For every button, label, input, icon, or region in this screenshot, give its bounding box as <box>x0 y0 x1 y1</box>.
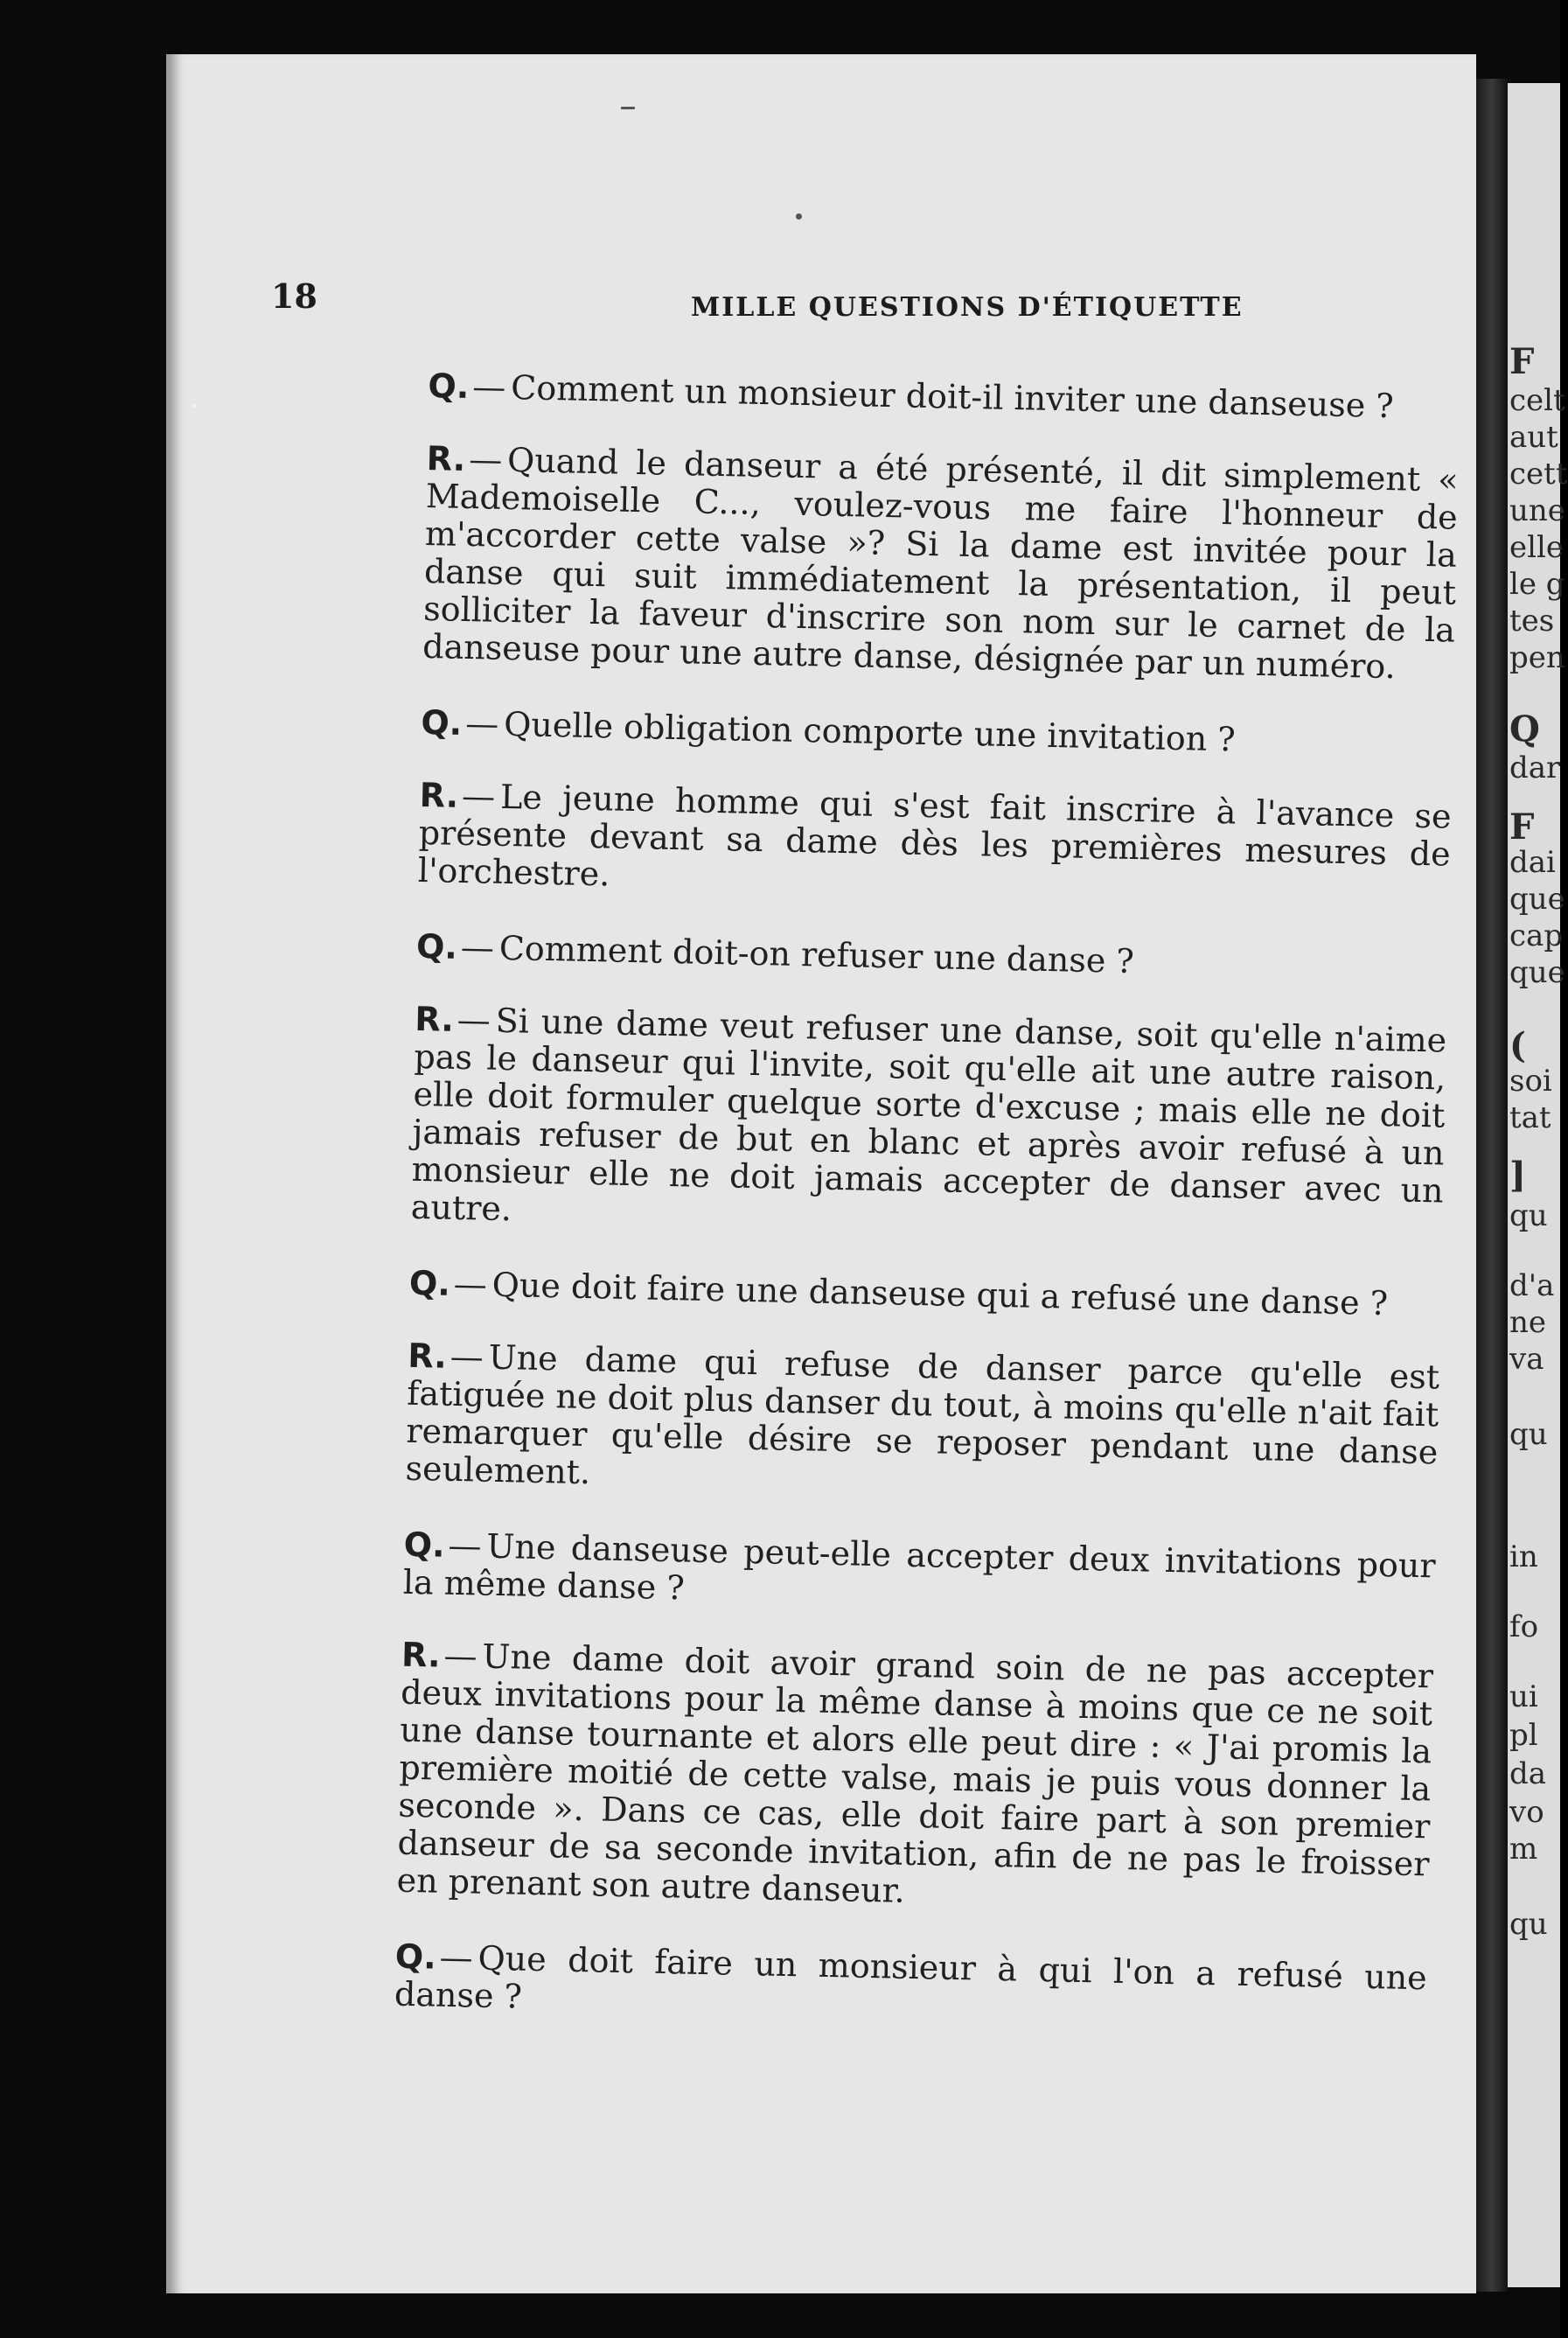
entry-marker: Q. <box>421 702 463 743</box>
entry-text: Comment doit-on refuser une danse ? <box>498 928 1135 981</box>
facing-page-fragment: Q <box>1509 708 1540 750</box>
entry-text: Si une dame veut refuser une danse, soit qu'elle n'aime pas le danseur qui l'invite, soit qu'elle ait une autre raison, elle doit formuler quelque sorte d'excuse ; mais elle ne doit jamais refuser de but en blanc et après avoir refusé à un monsieur elle ne doit jamais accepter de danser avec un autre. <box>410 1001 1447 1229</box>
entry-marker: Q. <box>428 366 470 406</box>
facing-page-fragment: aut <box>1509 420 1558 455</box>
scan-speck <box>192 404 196 408</box>
entry-marker: Q. <box>394 1937 437 1977</box>
facing-page-fragment: F <box>1509 341 1535 382</box>
facing-page-fragment: dar <box>1509 750 1561 785</box>
qa-entry: Q.— Comment doit-on refuser une danse ? <box>415 926 1135 981</box>
entry-marker: R. <box>401 1635 442 1675</box>
facing-page-fragment: qu <box>1509 1417 1548 1452</box>
facing-page-fragment: pl <box>1509 1718 1538 1753</box>
entry-text: Que doit faire un monsieur à qui l'on a refusé une danse ? <box>394 1938 1428 2016</box>
facing-page-fragment: va <box>1509 1342 1544 1377</box>
facing-page-fragment: cett <box>1509 457 1568 492</box>
book-gutter <box>1476 79 1508 2292</box>
entry-marker: R. <box>426 438 466 478</box>
facing-page-fragment: celt <box>1509 383 1565 418</box>
entry-marker: R. <box>419 775 459 815</box>
facing-page-fragment: qu <box>1509 1198 1548 1233</box>
entry-marker: Q. <box>408 1263 451 1303</box>
facing-page-fragment: ( <box>1509 1025 1526 1066</box>
facing-page-fragment: cap <box>1509 918 1564 953</box>
facing-page-fragment: que <box>1509 882 1565 917</box>
ink-dot <box>796 213 802 220</box>
qa-entry: Q.— Que doit faire une danseuse qui a refusé une danse ? <box>408 1263 1389 1323</box>
facing-page-fragment: soi <box>1509 1064 1552 1099</box>
entry-marker: R. <box>414 999 455 1039</box>
entry-text: Quand le danseur a été présenté, il dit simplement « Mademoiselle C..., voulez-vous me faire l'honneur de m'accorder cette valse »? Si la dame est invitée pour la danse qui suit immédiatement la présentation, il peut solliciter la faveur d'inscrire son nom sur le carnet de la danseuse pour une autre danse, désignée par un numéro. <box>422 440 1460 687</box>
facing-page-fragment: vo <box>1509 1795 1544 1830</box>
qa-entry: Q.— Que doit faire un monsieur à qui l'on a refusé une danse ? <box>394 1937 1428 2016</box>
facing-page-fragment: que <box>1509 955 1565 990</box>
qa-entry: R.— Le jeune homme qui s'est fait inscrire à l'avance se présente devant sa dame dès les premières mesures de l'orchestre. <box>417 775 1452 894</box>
entry-text: Une dame doit avoir grand soin de ne pas accepter deux invitations pour la même danse à moins que ce ne soit une danse tournante et alors elle peut dire : « J'ai promis la première moitié de cette valse, mais je puis vous donner la seconde ». Dans ce cas, elle doit faire part à son premier danseur de sa seconde invitation, afin de ne pas le froisser en prenant son autre danseur. <box>396 1637 1434 1910</box>
qa-entry: R.— Une dame doit avoir grand soin de ne pas accepter deux invitations pour la même danse à moins que ce ne soit une danse tournante et alors elle peut dire : « J'ai promis la première moitié de cette valse, mais je puis vous donner la seconde ». Dans ce cas, elle doit faire part à son premier danseur de sa seconde invitation, afin de ne pas le froisser en prenant son autre danseur. <box>396 1635 1434 1910</box>
page-header <box>271 276 1242 329</box>
entry-marker: R. <box>407 1336 448 1376</box>
qa-entry: R.— Si une dame veut refuser une danse, soit qu'elle n'aime pas le danseur qui l'invite, soit qu'elle ait une autre raison, elle doit formuler quelque sorte d'excuse ; mais elle ne doit jamais refuser de but en blanc et après avoir refusé à un monsieur elle ne doit jamais accepter de danser avec un autre. <box>410 999 1447 1229</box>
ink-dash <box>621 107 635 109</box>
facing-page-fragment: tat <box>1509 1100 1551 1135</box>
entry-text: Que doit faire une danseuse qui a refusé une danse ? <box>491 1265 1389 1323</box>
facing-page-fragment: ui <box>1509 1679 1538 1714</box>
qa-entry: R.— Quand le danseur a été présenté, il dit simplement « Mademoiselle C..., voulez-vous me faire l'honneur de m'accorder cette valse »? Si la dame est invitée pour la danse qui suit immédiatement la présentation, il peut solliciter la faveur d'inscrire son nom sur le carnet de la danseuse pour une autre danse, désignée par un numéro. <box>422 438 1460 687</box>
qa-entry: R.— Une dame qui refuse de danser parce qu'elle est fatiguée ne doit plus danser du tout, à moins qu'elle n'ait fait remarquer qu'elle désire se reposer pendant une danse seulement. <box>405 1336 1440 1492</box>
facing-page-edge <box>1508 83 1568 2287</box>
entry-text: Une dame qui refuse de danser parce qu'elle est fatiguée ne doit plus danser du tout, à moins qu'elle n'ait fait remarquer qu'elle désire se reposer pendant une danse seulement. <box>405 1337 1440 1492</box>
facing-page-fragment: qu <box>1509 1907 1548 1942</box>
facing-page-fragment: da <box>1509 1756 1547 1791</box>
facing-page-fragment: ] <box>1509 1155 1526 1196</box>
facing-page-fragment: in <box>1509 1539 1538 1574</box>
facing-page-fragment: fo <box>1509 1609 1539 1644</box>
qa-entry: Q.— Une danseuse peut-elle accepter deux invitations pour la même danse ? <box>402 1525 1437 1608</box>
entry-text: Quelle obligation comporte une invitation ? <box>503 704 1237 759</box>
facing-page-fragment: m <box>1509 1832 1538 1867</box>
qa-entry: Q.— Comment un monsieur doit-il inviter une danseuse ? <box>428 366 1395 426</box>
facing-page-fragment: le g <box>1509 567 1565 602</box>
entry-text: Le jeune homme qui s'est fait inscrire à l'avance se présente devant sa dame dès les premières mesures de l'orchestre. <box>417 777 1452 894</box>
facing-page-fragment: F <box>1509 806 1535 848</box>
entry-text: Comment un monsieur doit-il inviter une danseuse ? <box>510 367 1395 426</box>
running-title: MILLE QUESTIONS D'ÉTIQUETTE <box>691 292 1244 323</box>
facing-page-fragment: pen <box>1509 640 1565 675</box>
facing-page-fragment: dai <box>1509 845 1556 880</box>
qa-list <box>394 367 1460 2069</box>
page-number: 18 <box>271 276 317 316</box>
facing-page-fragment: tes <box>1509 604 1555 639</box>
entry-marker: Q. <box>403 1525 446 1565</box>
qa-entry: Q.— Quelle obligation comporte une invitation ? <box>421 702 1237 759</box>
entry-marker: Q. <box>415 926 458 967</box>
facing-page-fragment: elle <box>1509 530 1564 565</box>
facing-page-fragment: une <box>1509 493 1565 528</box>
facing-page-fragment: d'a <box>1509 1268 1555 1303</box>
facing-page-fragment: ne <box>1509 1305 1547 1340</box>
entry-text: Une danseuse peut-elle accepter deux invitations pour la même danse ? <box>402 1526 1437 1608</box>
